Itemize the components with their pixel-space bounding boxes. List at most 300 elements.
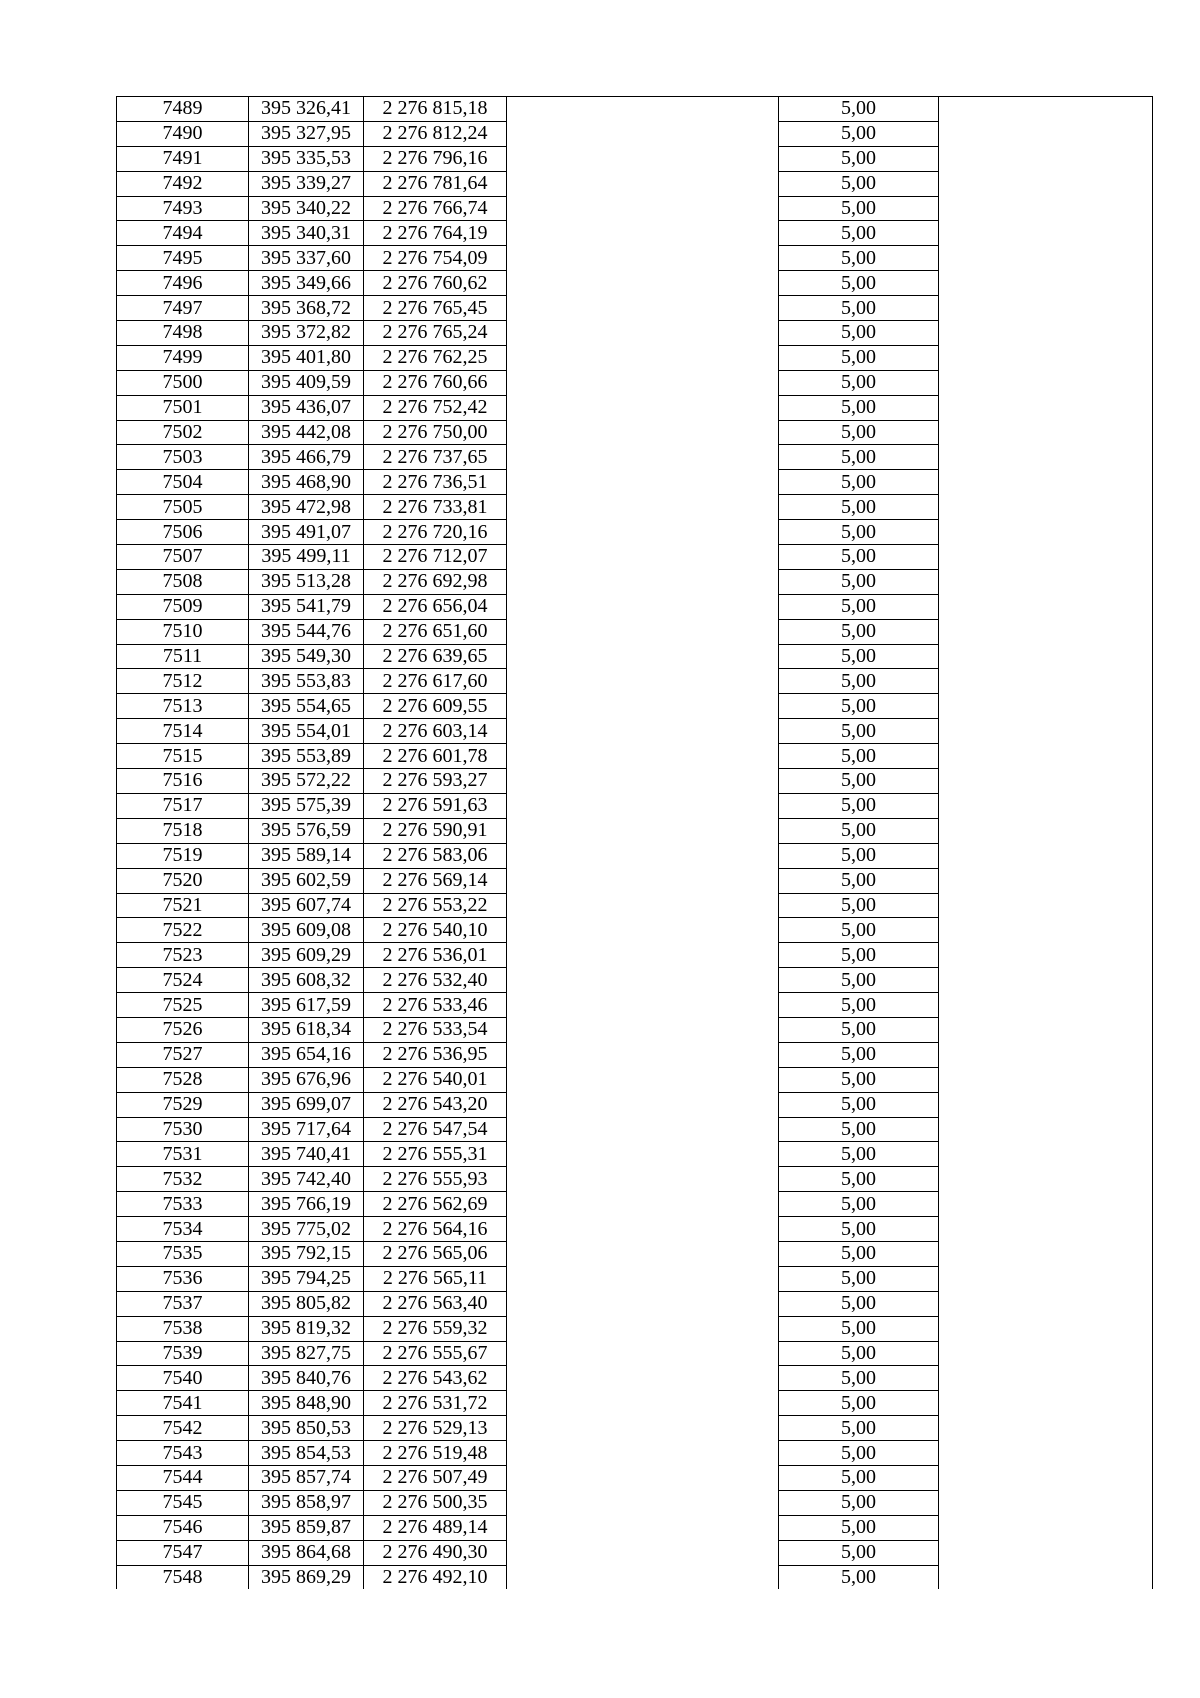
- distance-cell: 5,00: [779, 1291, 939, 1316]
- coordinates-table: [116, 96, 1153, 1589]
- distance-cell: 5,00: [779, 545, 939, 570]
- table-row: [117, 1515, 1153, 1540]
- y-coordinate-cell: 2 276 547,54: [364, 1117, 507, 1142]
- distance-cell: 5,00: [779, 296, 939, 321]
- distance-cell: 5,00: [779, 1067, 939, 1092]
- point-number-cell: 7520: [117, 868, 249, 893]
- empty-cell: [939, 594, 1153, 619]
- empty-cell: [507, 569, 779, 594]
- y-coordinate-cell: 2 276 531,72: [364, 1391, 507, 1416]
- distance-cell: 5,00: [779, 818, 939, 843]
- point-number-cell: 7501: [117, 395, 249, 420]
- empty-cell: [507, 1490, 779, 1515]
- empty-cell: [507, 445, 779, 470]
- empty-cell: [507, 221, 779, 246]
- empty-cell: [507, 968, 779, 993]
- empty-cell: [939, 1465, 1153, 1490]
- empty-cell: [939, 769, 1153, 794]
- table-row: [117, 843, 1153, 868]
- point-number-cell: 7498: [117, 321, 249, 346]
- y-coordinate-cell: 2 276 553,22: [364, 893, 507, 918]
- distance-cell: 5,00: [779, 221, 939, 246]
- table-row: [117, 1142, 1153, 1167]
- empty-cell: [507, 1117, 779, 1142]
- table-row: [117, 769, 1153, 794]
- y-coordinate-cell: 2 276 490,30: [364, 1540, 507, 1565]
- empty-cell: [507, 146, 779, 171]
- table-row: [117, 1217, 1153, 1242]
- x-coordinate-cell: 395 326,41: [249, 97, 364, 122]
- distance-cell: 5,00: [779, 1515, 939, 1540]
- table-row: [117, 221, 1153, 246]
- distance-cell: 5,00: [779, 395, 939, 420]
- empty-cell: [939, 1341, 1153, 1366]
- empty-cell: [507, 420, 779, 445]
- point-number-cell: 7511: [117, 644, 249, 669]
- point-number-cell: 7540: [117, 1366, 249, 1391]
- x-coordinate-cell: 395 607,74: [249, 893, 364, 918]
- empty-cell: [939, 1042, 1153, 1067]
- point-number-cell: 7534: [117, 1217, 249, 1242]
- empty-cell: [939, 1565, 1153, 1589]
- empty-cell: [507, 793, 779, 818]
- table-row: [117, 893, 1153, 918]
- point-number-cell: 7491: [117, 146, 249, 171]
- y-coordinate-cell: 2 276 564,16: [364, 1217, 507, 1242]
- empty-cell: [507, 943, 779, 968]
- empty-cell: [939, 271, 1153, 296]
- empty-cell: [507, 818, 779, 843]
- point-number-cell: 7519: [117, 843, 249, 868]
- x-coordinate-cell: 395 513,28: [249, 569, 364, 594]
- table-row: [117, 345, 1153, 370]
- empty-cell: [939, 1416, 1153, 1441]
- distance-cell: 5,00: [779, 1266, 939, 1291]
- table-row: [117, 395, 1153, 420]
- table-row: [117, 370, 1153, 395]
- distance-cell: 5,00: [779, 196, 939, 221]
- empty-cell: [939, 171, 1153, 196]
- distance-cell: 5,00: [779, 569, 939, 594]
- distance-cell: 5,00: [779, 1042, 939, 1067]
- table-row: [117, 569, 1153, 594]
- y-coordinate-cell: 2 276 765,24: [364, 321, 507, 346]
- distance-cell: 5,00: [779, 1092, 939, 1117]
- y-coordinate-cell: 2 276 507,49: [364, 1465, 507, 1490]
- point-number-cell: 7503: [117, 445, 249, 470]
- empty-cell: [939, 345, 1153, 370]
- y-coordinate-cell: 2 276 519,48: [364, 1441, 507, 1466]
- distance-cell: 5,00: [779, 619, 939, 644]
- empty-cell: [939, 893, 1153, 918]
- empty-cell: [507, 520, 779, 545]
- distance-cell: 5,00: [779, 1366, 939, 1391]
- empty-cell: [939, 121, 1153, 146]
- y-coordinate-cell: 2 276 736,51: [364, 470, 507, 495]
- x-coordinate-cell: 395 609,08: [249, 918, 364, 943]
- distance-cell: 5,00: [779, 843, 939, 868]
- table-row: [117, 1465, 1153, 1490]
- distance-cell: 5,00: [779, 321, 939, 346]
- y-coordinate-cell: 2 276 750,00: [364, 420, 507, 445]
- empty-cell: [939, 968, 1153, 993]
- y-coordinate-cell: 2 276 555,93: [364, 1167, 507, 1192]
- empty-cell: [507, 719, 779, 744]
- distance-cell: 5,00: [779, 1391, 939, 1416]
- y-coordinate-cell: 2 276 543,20: [364, 1092, 507, 1117]
- distance-cell: 5,00: [779, 470, 939, 495]
- y-coordinate-cell: 2 276 812,24: [364, 121, 507, 146]
- empty-cell: [939, 1241, 1153, 1266]
- point-number-cell: 7496: [117, 271, 249, 296]
- point-number-cell: 7536: [117, 1266, 249, 1291]
- table-row: [117, 993, 1153, 1018]
- empty-cell: [507, 271, 779, 296]
- empty-cell: [507, 1192, 779, 1217]
- table-row: [117, 121, 1153, 146]
- point-number-cell: 7506: [117, 520, 249, 545]
- table-row: [117, 97, 1153, 122]
- table-row: [117, 321, 1153, 346]
- y-coordinate-cell: 2 276 760,66: [364, 370, 507, 395]
- table-row: [117, 719, 1153, 744]
- table-row: [117, 171, 1153, 196]
- table-row: [117, 1092, 1153, 1117]
- distance-cell: 5,00: [779, 744, 939, 769]
- empty-cell: [939, 395, 1153, 420]
- table-row: [117, 918, 1153, 943]
- y-coordinate-cell: 2 276 692,98: [364, 569, 507, 594]
- y-coordinate-cell: 2 276 764,19: [364, 221, 507, 246]
- empty-cell: [507, 1291, 779, 1316]
- empty-cell: [507, 1341, 779, 1366]
- point-number-cell: 7493: [117, 196, 249, 221]
- empty-cell: [939, 569, 1153, 594]
- empty-cell: [507, 1217, 779, 1242]
- empty-cell: [939, 420, 1153, 445]
- x-coordinate-cell: 395 792,15: [249, 1241, 364, 1266]
- empty-cell: [507, 1565, 779, 1589]
- empty-cell: [507, 171, 779, 196]
- table-row: [117, 644, 1153, 669]
- x-coordinate-cell: 395 491,07: [249, 520, 364, 545]
- coordinates-table-body: [117, 97, 1153, 1590]
- x-coordinate-cell: 395 617,59: [249, 993, 364, 1018]
- empty-cell: [939, 1192, 1153, 1217]
- distance-cell: 5,00: [779, 594, 939, 619]
- y-coordinate-cell: 2 276 565,11: [364, 1266, 507, 1291]
- table-row: [117, 1441, 1153, 1466]
- distance-cell: 5,00: [779, 893, 939, 918]
- distance-cell: 5,00: [779, 146, 939, 171]
- y-coordinate-cell: 2 276 540,01: [364, 1067, 507, 1092]
- x-coordinate-cell: 395 819,32: [249, 1316, 364, 1341]
- x-coordinate-cell: 395 827,75: [249, 1341, 364, 1366]
- distance-cell: 5,00: [779, 1316, 939, 1341]
- distance-cell: 5,00: [779, 97, 939, 122]
- point-number-cell: 7502: [117, 420, 249, 445]
- y-coordinate-cell: 2 276 762,25: [364, 345, 507, 370]
- y-coordinate-cell: 2 276 532,40: [364, 968, 507, 993]
- x-coordinate-cell: 395 840,76: [249, 1366, 364, 1391]
- empty-cell: [507, 345, 779, 370]
- table-row: [117, 1490, 1153, 1515]
- x-coordinate-cell: 395 368,72: [249, 296, 364, 321]
- point-number-cell: 7516: [117, 769, 249, 794]
- point-number-cell: 7510: [117, 619, 249, 644]
- empty-cell: [939, 793, 1153, 818]
- x-coordinate-cell: 395 472,98: [249, 495, 364, 520]
- distance-cell: 5,00: [779, 993, 939, 1018]
- y-coordinate-cell: 2 276 565,06: [364, 1241, 507, 1266]
- x-coordinate-cell: 395 805,82: [249, 1291, 364, 1316]
- distance-cell: 5,00: [779, 1142, 939, 1167]
- empty-cell: [507, 769, 779, 794]
- empty-cell: [939, 1142, 1153, 1167]
- table-row: [117, 1316, 1153, 1341]
- point-number-cell: 7527: [117, 1042, 249, 1067]
- distance-cell: 5,00: [779, 370, 939, 395]
- point-number-cell: 7500: [117, 370, 249, 395]
- x-coordinate-cell: 395 436,07: [249, 395, 364, 420]
- x-coordinate-cell: 395 554,65: [249, 694, 364, 719]
- empty-cell: [507, 1465, 779, 1490]
- empty-cell: [939, 1515, 1153, 1540]
- empty-cell: [939, 445, 1153, 470]
- y-coordinate-cell: 2 276 489,14: [364, 1515, 507, 1540]
- x-coordinate-cell: 395 554,01: [249, 719, 364, 744]
- x-coordinate-cell: 395 740,41: [249, 1142, 364, 1167]
- point-number-cell: 7535: [117, 1241, 249, 1266]
- empty-cell: [507, 744, 779, 769]
- distance-cell: 5,00: [779, 1241, 939, 1266]
- y-coordinate-cell: 2 276 712,07: [364, 545, 507, 570]
- distance-cell: 5,00: [779, 420, 939, 445]
- y-coordinate-cell: 2 276 536,01: [364, 943, 507, 968]
- x-coordinate-cell: 395 775,02: [249, 1217, 364, 1242]
- table-row: [117, 1067, 1153, 1092]
- distance-cell: 5,00: [779, 520, 939, 545]
- empty-cell: [939, 1490, 1153, 1515]
- empty-cell: [939, 196, 1153, 221]
- x-coordinate-cell: 395 859,87: [249, 1515, 364, 1540]
- y-coordinate-cell: 2 276 540,10: [364, 918, 507, 943]
- distance-cell: 5,00: [779, 1167, 939, 1192]
- empty-cell: [507, 296, 779, 321]
- x-coordinate-cell: 395 654,16: [249, 1042, 364, 1067]
- table-row: [117, 1366, 1153, 1391]
- empty-cell: [507, 619, 779, 644]
- table-row: [117, 1291, 1153, 1316]
- empty-cell: [507, 395, 779, 420]
- table-row: [117, 1192, 1153, 1217]
- empty-cell: [939, 744, 1153, 769]
- table-row: [117, 744, 1153, 769]
- point-number-cell: 7489: [117, 97, 249, 122]
- distance-cell: 5,00: [779, 1341, 939, 1366]
- x-coordinate-cell: 395 337,60: [249, 246, 364, 271]
- y-coordinate-cell: 2 276 656,04: [364, 594, 507, 619]
- empty-cell: [939, 520, 1153, 545]
- empty-cell: [507, 495, 779, 520]
- distance-cell: 5,00: [779, 918, 939, 943]
- empty-cell: [939, 1441, 1153, 1466]
- empty-cell: [507, 470, 779, 495]
- empty-cell: [939, 818, 1153, 843]
- empty-cell: [507, 1416, 779, 1441]
- empty-cell: [507, 918, 779, 943]
- distance-cell: 5,00: [779, 1017, 939, 1042]
- x-coordinate-cell: 395 340,31: [249, 221, 364, 246]
- empty-cell: [939, 669, 1153, 694]
- table-row: [117, 1341, 1153, 1366]
- point-number-cell: 7548: [117, 1565, 249, 1589]
- point-number-cell: 7492: [117, 171, 249, 196]
- y-coordinate-cell: 2 276 562,69: [364, 1192, 507, 1217]
- empty-cell: [939, 97, 1153, 122]
- point-number-cell: 7518: [117, 818, 249, 843]
- x-coordinate-cell: 395 717,64: [249, 1117, 364, 1142]
- distance-cell: 5,00: [779, 445, 939, 470]
- distance-cell: 5,00: [779, 271, 939, 296]
- x-coordinate-cell: 395 848,90: [249, 1391, 364, 1416]
- table-row: [117, 470, 1153, 495]
- distance-cell: 5,00: [779, 1490, 939, 1515]
- x-coordinate-cell: 395 349,66: [249, 271, 364, 296]
- empty-cell: [507, 1092, 779, 1117]
- point-number-cell: 7541: [117, 1391, 249, 1416]
- distance-cell: 5,00: [779, 1416, 939, 1441]
- table-row: [117, 196, 1153, 221]
- distance-cell: 5,00: [779, 171, 939, 196]
- distance-cell: 5,00: [779, 943, 939, 968]
- y-coordinate-cell: 2 276 543,62: [364, 1366, 507, 1391]
- distance-cell: 5,00: [779, 719, 939, 744]
- empty-cell: [939, 993, 1153, 1018]
- x-coordinate-cell: 395 576,59: [249, 818, 364, 843]
- x-coordinate-cell: 395 850,53: [249, 1416, 364, 1441]
- point-number-cell: 7539: [117, 1341, 249, 1366]
- x-coordinate-cell: 395 553,83: [249, 669, 364, 694]
- table-row: [117, 1241, 1153, 1266]
- empty-cell: [939, 843, 1153, 868]
- distance-cell: 5,00: [779, 868, 939, 893]
- empty-cell: [507, 893, 779, 918]
- point-number-cell: 7531: [117, 1142, 249, 1167]
- table-row: [117, 246, 1153, 271]
- distance-cell: 5,00: [779, 793, 939, 818]
- point-number-cell: 7525: [117, 993, 249, 1018]
- empty-cell: [507, 1142, 779, 1167]
- distance-cell: 5,00: [779, 246, 939, 271]
- point-number-cell: 7517: [117, 793, 249, 818]
- x-coordinate-cell: 395 335,53: [249, 146, 364, 171]
- point-number-cell: 7526: [117, 1017, 249, 1042]
- x-coordinate-cell: 395 857,74: [249, 1465, 364, 1490]
- distance-cell: 5,00: [779, 345, 939, 370]
- y-coordinate-cell: 2 276 563,40: [364, 1291, 507, 1316]
- empty-cell: [507, 1017, 779, 1042]
- empty-cell: [939, 296, 1153, 321]
- point-number-cell: 7542: [117, 1416, 249, 1441]
- y-coordinate-cell: 2 276 500,35: [364, 1490, 507, 1515]
- empty-cell: [507, 1441, 779, 1466]
- point-number-cell: 7514: [117, 719, 249, 744]
- point-number-cell: 7538: [117, 1316, 249, 1341]
- empty-cell: [507, 1540, 779, 1565]
- y-coordinate-cell: 2 276 737,65: [364, 445, 507, 470]
- point-number-cell: 7512: [117, 669, 249, 694]
- table-row: [117, 793, 1153, 818]
- x-coordinate-cell: 395 609,29: [249, 943, 364, 968]
- empty-cell: [507, 1316, 779, 1341]
- point-number-cell: 7490: [117, 121, 249, 146]
- empty-cell: [939, 370, 1153, 395]
- empty-cell: [507, 669, 779, 694]
- empty-cell: [507, 843, 779, 868]
- x-coordinate-cell: 395 468,90: [249, 470, 364, 495]
- point-number-cell: 7546: [117, 1515, 249, 1540]
- y-coordinate-cell: 2 276 752,42: [364, 395, 507, 420]
- y-coordinate-cell: 2 276 533,46: [364, 993, 507, 1018]
- x-coordinate-cell: 395 401,80: [249, 345, 364, 370]
- y-coordinate-cell: 2 276 766,74: [364, 196, 507, 221]
- table-row: [117, 669, 1153, 694]
- point-number-cell: 7515: [117, 744, 249, 769]
- distance-cell: 5,00: [779, 1540, 939, 1565]
- y-coordinate-cell: 2 276 533,54: [364, 1017, 507, 1042]
- y-coordinate-cell: 2 276 720,16: [364, 520, 507, 545]
- y-coordinate-cell: 2 276 765,45: [364, 296, 507, 321]
- y-coordinate-cell: 2 276 617,60: [364, 669, 507, 694]
- x-coordinate-cell: 395 766,19: [249, 1192, 364, 1217]
- x-coordinate-cell: 395 742,40: [249, 1167, 364, 1192]
- empty-cell: [939, 146, 1153, 171]
- empty-cell: [939, 719, 1153, 744]
- y-coordinate-cell: 2 276 601,78: [364, 744, 507, 769]
- empty-cell: [507, 545, 779, 570]
- empty-cell: [507, 196, 779, 221]
- y-coordinate-cell: 2 276 536,95: [364, 1042, 507, 1067]
- table-row: [117, 818, 1153, 843]
- table-row: [117, 619, 1153, 644]
- table-row: [117, 1565, 1153, 1589]
- empty-cell: [507, 1067, 779, 1092]
- empty-cell: [939, 221, 1153, 246]
- x-coordinate-cell: 395 854,53: [249, 1441, 364, 1466]
- point-number-cell: 7532: [117, 1167, 249, 1192]
- empty-cell: [507, 321, 779, 346]
- table-row: [117, 1266, 1153, 1291]
- x-coordinate-cell: 395 618,34: [249, 1017, 364, 1042]
- empty-cell: [939, 694, 1153, 719]
- distance-cell: 5,00: [779, 769, 939, 794]
- empty-cell: [939, 470, 1153, 495]
- empty-cell: [507, 1391, 779, 1416]
- point-number-cell: 7533: [117, 1192, 249, 1217]
- empty-cell: [939, 1092, 1153, 1117]
- empty-cell: [507, 370, 779, 395]
- empty-cell: [939, 1266, 1153, 1291]
- x-coordinate-cell: 395 869,29: [249, 1565, 364, 1589]
- empty-cell: [939, 1017, 1153, 1042]
- x-coordinate-cell: 395 794,25: [249, 1266, 364, 1291]
- empty-cell: [507, 868, 779, 893]
- table-row: [117, 1042, 1153, 1067]
- distance-cell: 5,00: [779, 1117, 939, 1142]
- table-row: [117, 146, 1153, 171]
- y-coordinate-cell: 2 276 591,63: [364, 793, 507, 818]
